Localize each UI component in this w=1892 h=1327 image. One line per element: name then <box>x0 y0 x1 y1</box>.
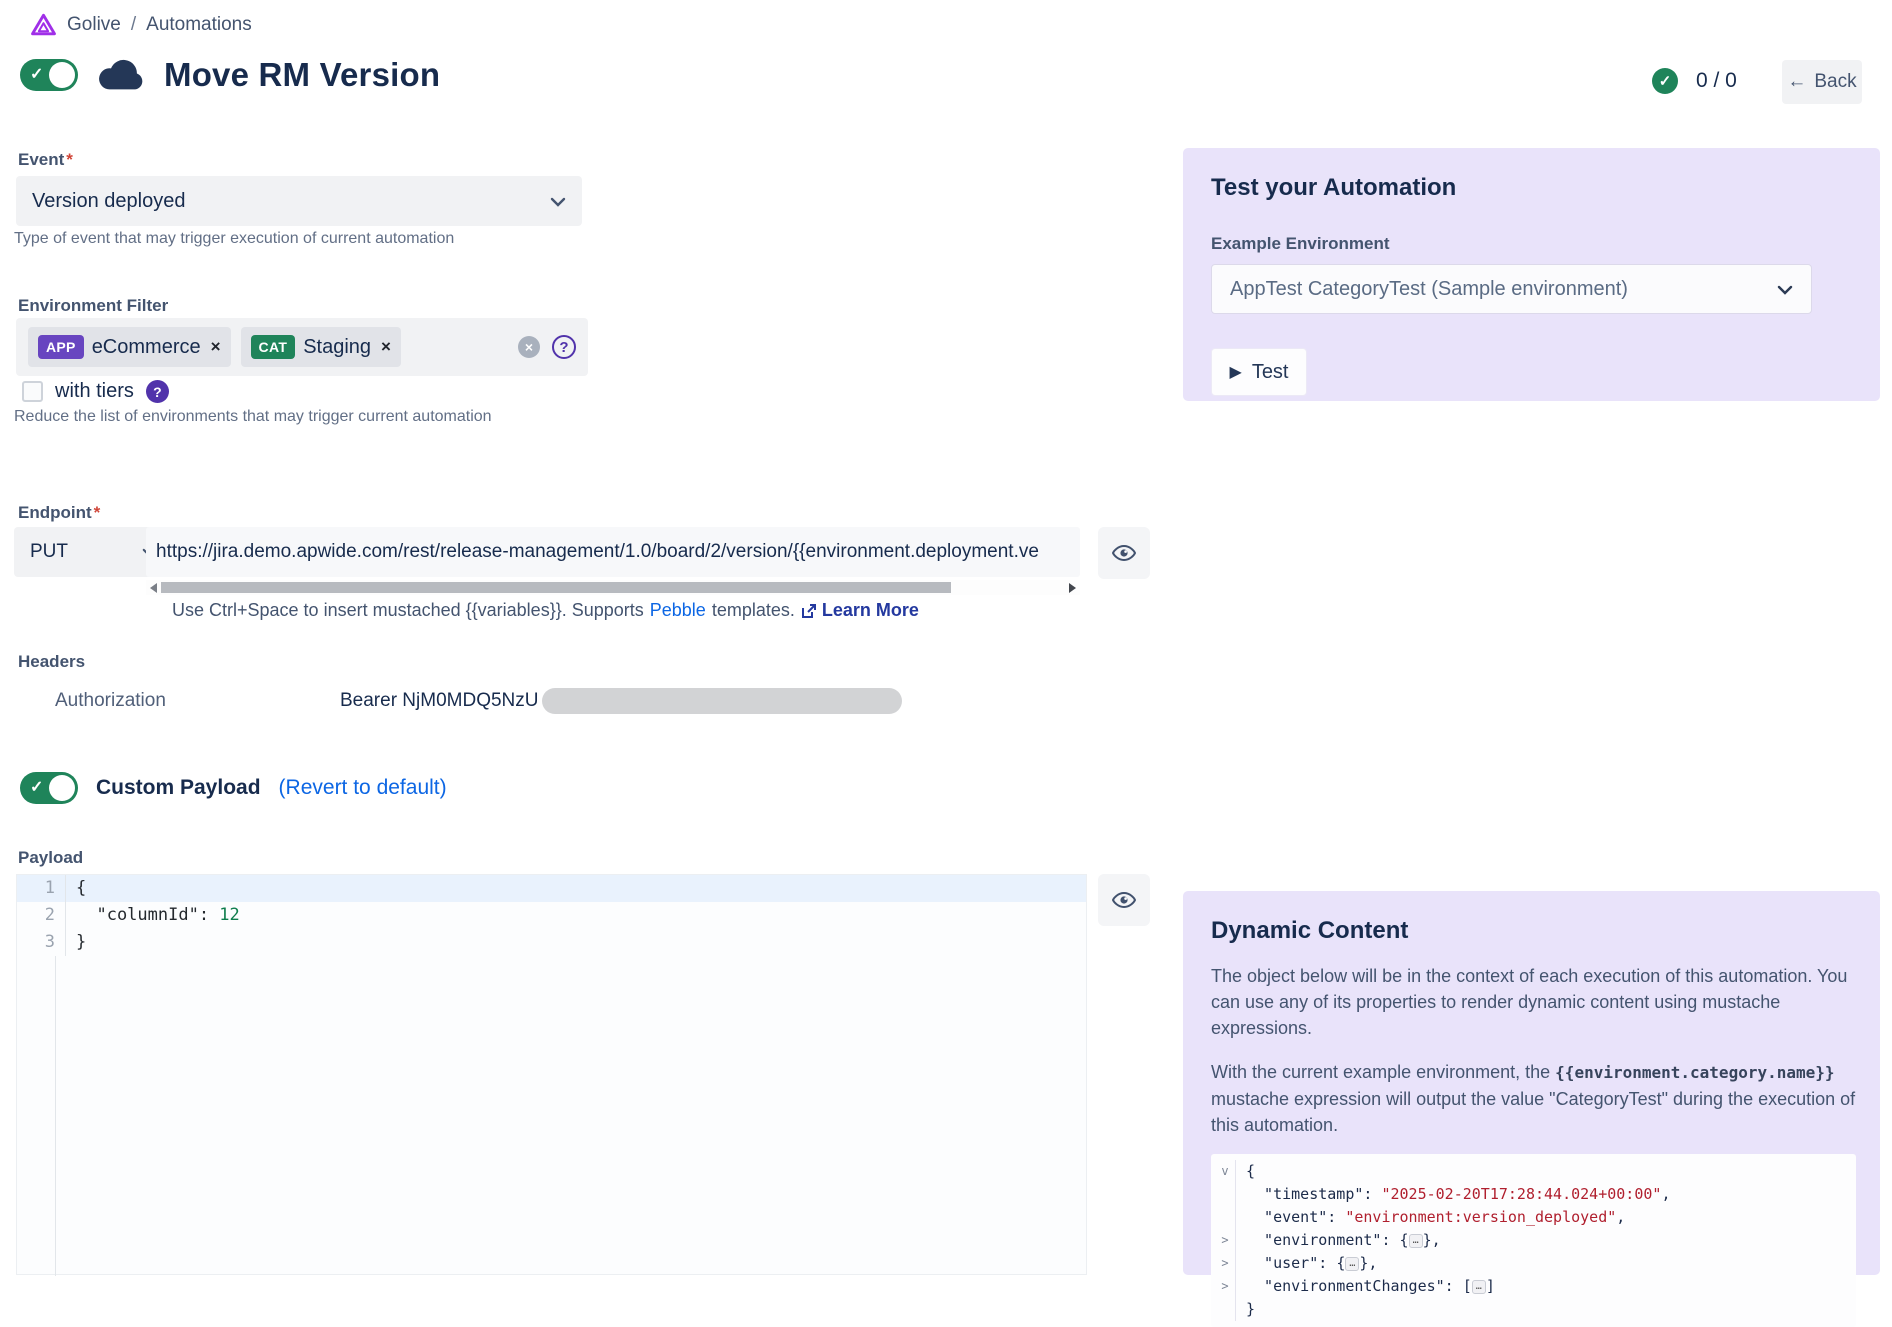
scroll-right-arrow-icon[interactable] <box>1069 583 1076 593</box>
line-number: 3 <box>17 929 66 956</box>
eye-icon <box>1112 544 1136 562</box>
json-key: "columnId": <box>76 905 220 925</box>
header-row-authorization <box>55 688 902 714</box>
editor-line-1[interactable] <box>17 875 1086 902</box>
chip-remove-icon[interactable]: × <box>381 337 391 356</box>
json-line <box>1215 1229 1852 1252</box>
json-text <box>1246 1229 1441 1252</box>
revert-to-default-link[interactable]: (Revert to default) <box>278 776 447 799</box>
editor-line-2[interactable] <box>17 902 1086 929</box>
back-button[interactable] <box>1782 60 1862 104</box>
scrollbar-thumb[interactable] <box>161 582 951 593</box>
json-punct: { <box>1336 1254 1346 1272</box>
http-method-value: PUT <box>30 541 68 562</box>
collapse-toggle-icon[interactable]: v <box>1215 1160 1236 1183</box>
json-line <box>1215 1160 1852 1183</box>
json-line <box>1215 1252 1852 1275</box>
chip-label: eCommerce <box>91 335 201 358</box>
env-filter-chip-cat <box>241 327 401 367</box>
learn-more-label: Learn More <box>821 600 919 620</box>
chip-remove-icon[interactable]: × <box>210 337 221 356</box>
title-row <box>20 56 440 94</box>
test-automation-panel <box>1183 148 1880 401</box>
json-key: "environmentChanges": <box>1246 1277 1463 1295</box>
json-line <box>1215 1298 1852 1321</box>
clear-filter-icon[interactable]: × <box>518 336 540 358</box>
expand-toggle-icon[interactable]: > <box>1215 1275 1236 1298</box>
endpoint-label-text: Endpoint <box>18 503 92 522</box>
learn-more-link[interactable] <box>801 600 919 621</box>
json-text <box>1246 1252 1377 1275</box>
json-line <box>1215 1183 1852 1206</box>
json-key: "user": <box>1246 1254 1337 1272</box>
expand-toggle-icon[interactable]: > <box>1215 1252 1236 1275</box>
status-check-icon: ✓ <box>1652 68 1678 94</box>
chevron-down-icon <box>1777 278 1793 301</box>
eye-icon <box>1112 891 1136 909</box>
line-number: 2 <box>17 902 66 929</box>
event-select-value: Version deployed <box>32 189 186 212</box>
example-environment-label: Example Environment <box>1211 234 1390 253</box>
toggle-knob <box>49 62 75 88</box>
with-tiers-label: with tiers <box>55 380 134 402</box>
filter-help-icon[interactable]: ? <box>552 335 576 359</box>
line-number: 1 <box>17 875 66 902</box>
json-key: "event": <box>1246 1208 1346 1226</box>
json-punct: [ <box>1462 1277 1472 1295</box>
endpoint-url-input[interactable]: https://jira.demo.apwide.com/rest/release-management/1.0/board/2/version/{{environment.deployment.ve <box>146 527 1080 577</box>
dynamic-content-panel <box>1183 891 1880 1318</box>
event-label <box>18 150 73 170</box>
play-icon: ▶ <box>1229 364 1242 381</box>
url-horizontal-scrollbar[interactable] <box>146 580 1080 595</box>
payload-code-editor[interactable] <box>16 874 1087 1275</box>
mustache-expression: {{environment.category.name}} <box>1555 1063 1835 1082</box>
json-punct: , <box>1616 1208 1626 1226</box>
environment-filter-helper-text: Reduce the list of environments that may trigger current automation <box>14 408 492 425</box>
json-value: 12 <box>219 905 240 925</box>
test-button-label: Test <box>1251 360 1289 383</box>
dynamic-content-title: Dynamic Content <box>1211 917 1409 944</box>
env-filter-chip-app <box>28 327 231 367</box>
preview-url-button[interactable] <box>1098 527 1150 579</box>
event-label-text: Event <box>18 150 65 169</box>
page-title: Move RM Version <box>164 56 441 93</box>
json-punct: }, <box>1422 1231 1441 1249</box>
json-punct: }, <box>1359 1254 1378 1272</box>
helper-suffix: templates. <box>711 600 795 620</box>
toggle-check-icon: ✓ <box>30 779 44 796</box>
p2-suffix: mustache expression will output the value "CategoryTest" during the execution of this automation. <box>1211 1089 1856 1135</box>
breadcrumb-separator: / <box>130 13 137 35</box>
code-text: { <box>76 878 87 898</box>
endpoint-label <box>18 503 100 523</box>
toggle-check-icon: ✓ <box>30 66 44 83</box>
event-helper-text: Type of event that may trigger execution of current automation <box>14 230 455 247</box>
payload-label: Payload <box>18 848 84 867</box>
custom-payload-label: Custom Payload <box>96 776 261 799</box>
json-value: "environment:version_deployed" <box>1345 1208 1617 1226</box>
endpoint-helper-text <box>172 600 919 621</box>
with-tiers-checkbox[interactable] <box>22 381 43 402</box>
headers-label: Headers <box>18 652 86 671</box>
endpoint-required-mark: * <box>93 503 101 522</box>
chip-badge-cat: CAT <box>251 335 296 359</box>
collapsed-ellipsis[interactable]: … <box>1345 1257 1359 1271</box>
with-tiers-row <box>22 380 169 403</box>
breadcrumb-page[interactable]: Automations <box>146 13 252 35</box>
p2-prefix: With the current example environment, the <box>1211 1062 1556 1082</box>
json-text <box>1246 1275 1495 1298</box>
golive-logo-icon <box>30 12 57 37</box>
json-line <box>1215 1206 1852 1229</box>
json-value: "2025-02-20T17:28:44.024+00:00" <box>1381 1185 1662 1203</box>
event-select[interactable] <box>16 176 582 226</box>
automation-enabled-toggle[interactable] <box>20 59 78 91</box>
json-punct: } <box>1246 1300 1256 1318</box>
helper-prefix: Use Ctrl+Space to insert mustached {{variables}}. Supports <box>172 600 644 620</box>
custom-payload-row <box>20 772 447 804</box>
status-counter: 0 / 0 <box>1696 69 1737 92</box>
json-punct: { <box>1399 1231 1409 1249</box>
gutter <box>1215 1206 1236 1229</box>
expand-toggle-icon[interactable]: > <box>1215 1229 1236 1252</box>
chip-badge-app: APP <box>38 335 84 359</box>
collapsed-ellipsis[interactable]: … <box>1472 1280 1486 1294</box>
json-text <box>1246 1183 1670 1206</box>
json-text <box>1246 1206 1625 1229</box>
example-environment-select[interactable] <box>1211 264 1812 314</box>
editor-empty-area[interactable] <box>17 956 1086 983</box>
context-json-viewer <box>1211 1154 1856 1327</box>
chevron-down-icon <box>550 190 566 213</box>
tiers-help-icon[interactable]: ? <box>146 380 169 403</box>
header-value: Bearer NjM0MDQ5NzU <box>340 690 539 711</box>
redacted-token-blob <box>542 688 902 714</box>
gutter <box>17 956 56 1276</box>
json-punct: ] <box>1485 1277 1495 1295</box>
cloud-icon <box>98 58 144 92</box>
breadcrumb-app[interactable]: Golive <box>67 13 121 35</box>
external-link-icon <box>801 603 817 619</box>
json-key: "timestamp": <box>1246 1185 1382 1203</box>
example-environment-value: AppTest CategoryTest (Sample environment) <box>1230 277 1628 300</box>
header-name: Authorization <box>55 690 166 711</box>
code-text: } <box>76 932 87 952</box>
execution-status <box>1652 68 1737 94</box>
json-punct: { <box>1246 1162 1256 1180</box>
gutter <box>1215 1183 1236 1206</box>
test-button[interactable] <box>1211 348 1307 396</box>
back-button-label: Back <box>1814 71 1857 92</box>
collapsed-ellipsis[interactable]: … <box>1409 1234 1423 1248</box>
scroll-left-arrow-icon[interactable] <box>150 583 157 593</box>
json-line <box>1215 1275 1852 1298</box>
breadcrumb <box>30 12 252 37</box>
json-punct: , <box>1661 1185 1671 1203</box>
environment-filter-input[interactable] <box>16 318 588 376</box>
custom-payload-toggle[interactable] <box>20 772 78 804</box>
preview-payload-button[interactable] <box>1098 874 1150 926</box>
editor-line-3[interactable] <box>17 929 1086 956</box>
toggle-knob <box>49 775 75 801</box>
pebble-link[interactable]: Pebble <box>649 600 706 620</box>
json-key: "environment": <box>1246 1231 1400 1249</box>
chip-label: Staging <box>303 335 372 358</box>
gutter <box>1215 1298 1236 1321</box>
dynamic-content-paragraph-1: The object below will be in the context of each execution of this automation. You can use any of its properties to render dynamic content using mustache expressions. <box>1211 966 1848 1038</box>
test-panel-title: Test your Automation <box>1211 174 1457 201</box>
environment-filter-label: Environment Filter <box>18 296 169 315</box>
event-required-mark: * <box>66 150 73 169</box>
back-arrow-icon: ← <box>1787 71 1807 92</box>
dynamic-content-paragraph-2 <box>1211 1059 1856 1138</box>
code-text <box>66 902 240 929</box>
